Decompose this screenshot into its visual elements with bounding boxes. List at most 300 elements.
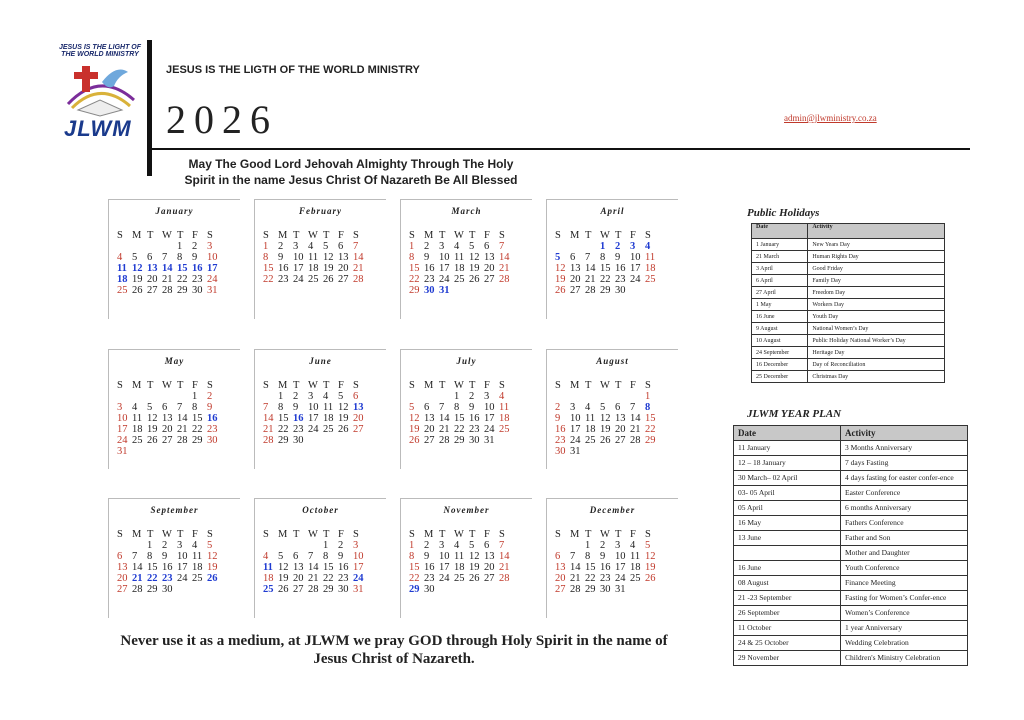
empty-cell [117, 540, 132, 551]
day-header: W [600, 380, 610, 391]
day-cell: 18 [499, 413, 510, 424]
day-cell: 10 [293, 252, 304, 263]
day-cell: 6 [353, 391, 359, 402]
month-april [546, 199, 678, 319]
day-cell: 19 [278, 573, 289, 584]
day-cell: 17 [570, 424, 581, 435]
ph-row [752, 359, 945, 371]
day-header: T [469, 380, 476, 391]
ministry-name: JESUS IS THE LIGTH OF THE WORLD MINISTRY [166, 64, 420, 76]
day-cell: 15 [454, 413, 465, 424]
month-grid [555, 529, 678, 595]
day-cell: 9 [424, 551, 430, 562]
day-header: T [585, 529, 592, 540]
day-header: T [177, 380, 184, 391]
day-cell: 18 [454, 263, 465, 274]
day-cell: 1 [409, 241, 415, 252]
day-cell: 23 [424, 274, 435, 285]
day-cell: 17 [207, 263, 218, 274]
day-header: S [409, 380, 415, 391]
day-cell: 23 [555, 435, 566, 446]
day-cell: 26 [469, 274, 480, 285]
day-cell: 24 [308, 424, 319, 435]
day-cell: 6 [484, 540, 490, 551]
day-cell: 1 [409, 540, 415, 551]
day-cell: 19 [409, 424, 420, 435]
day-cell: 10 [570, 413, 581, 424]
day-cell: 30 [207, 435, 218, 446]
day-header: S [117, 529, 123, 540]
day-cell: 29 [177, 285, 188, 296]
day-cell: 9 [424, 252, 430, 263]
empty-cell [117, 391, 132, 402]
day-header: S [499, 230, 505, 241]
day-cell: 12 [132, 263, 143, 274]
ph-row [752, 311, 945, 323]
empty-cell [263, 540, 278, 551]
day-cell: 16 [600, 562, 611, 573]
day-cell: 10 [615, 551, 626, 562]
day-cell: 21 [499, 263, 510, 274]
day-cell: 24 [353, 573, 364, 584]
yp-header-activity: Activity [841, 426, 968, 441]
day-cell: 28 [308, 584, 319, 595]
day-header: W [162, 529, 172, 540]
yp-date-cell: 16 June [734, 561, 841, 576]
day-cell: 13 [570, 263, 581, 274]
day-cell: 29 [409, 285, 420, 296]
ph-row [752, 239, 945, 251]
yp-date-cell: 24 & 25 October [734, 636, 841, 651]
day-cell: 5 [207, 540, 213, 551]
day-header: M [570, 529, 580, 540]
day-cell: 18 [630, 562, 641, 573]
day-header: T [439, 380, 446, 391]
ph-activity-cell: New Years Day [808, 239, 945, 251]
month-grid [555, 380, 678, 457]
blessing-text [166, 156, 536, 188]
day-cell: 26 [469, 573, 480, 584]
month-name: January [155, 206, 194, 216]
day-cell: 5 [469, 241, 475, 252]
yp-activity-cell: Fathers Conference [841, 516, 968, 531]
day-cell: 8 [278, 402, 284, 413]
day-cell: 20 [615, 424, 626, 435]
yp-activity-cell: Children's Ministry Celebration [841, 651, 968, 666]
day-cell: 26 [338, 424, 349, 435]
yp-date-cell: 21 -23 September [734, 591, 841, 606]
day-header: S [645, 380, 651, 391]
day-cell: 14 [353, 252, 364, 263]
day-cell: 26 [409, 435, 420, 446]
day-cell: 21 [570, 573, 581, 584]
day-cell: 14 [162, 263, 173, 274]
yp-activity-cell: Wedding Celebration [841, 636, 968, 651]
day-header: M [278, 380, 288, 391]
day-cell: 1 [323, 540, 329, 551]
day-cell: 5 [409, 402, 415, 413]
empty-cell [162, 391, 177, 402]
day-cell: 4 [585, 402, 591, 413]
day-cell: 19 [555, 274, 566, 285]
day-cell: 27 [424, 435, 435, 446]
day-cell: 30 [600, 584, 611, 595]
day-cell: 19 [323, 263, 334, 274]
day-cell: 16 [469, 413, 480, 424]
day-header: S [499, 380, 505, 391]
day-cell: 23 [162, 573, 173, 584]
day-cell: 1 [278, 391, 284, 402]
day-header: T [323, 529, 330, 540]
day-cell: 2 [555, 402, 561, 413]
day-cell: 4 [454, 241, 460, 252]
day-cell: 22 [409, 573, 420, 584]
day-cell: 4 [263, 551, 269, 562]
day-cell: 24 [207, 274, 218, 285]
day-cell: 14 [499, 252, 510, 263]
day-cell: 11 [630, 551, 641, 562]
day-header: T [147, 230, 154, 241]
day-cell: 19 [132, 274, 143, 285]
day-cell: 15 [409, 263, 420, 274]
day-cell: 5 [600, 402, 606, 413]
day-cell: 19 [645, 562, 656, 573]
day-header: S [499, 529, 505, 540]
day-cell: 5 [645, 540, 651, 551]
day-cell: 3 [353, 540, 359, 551]
day-cell: 28 [630, 435, 641, 446]
day-cell: 30 [555, 446, 566, 457]
month-january [108, 199, 240, 319]
day-cell: 20 [353, 413, 364, 424]
day-cell: 23 [424, 573, 435, 584]
day-cell: 11 [117, 263, 127, 274]
day-cell: 13 [117, 562, 128, 573]
day-cell: 6 [293, 551, 299, 562]
day-cell: 21 [132, 573, 143, 584]
day-cell: 6 [424, 402, 430, 413]
ph-row [752, 263, 945, 275]
empty-cell [117, 241, 132, 252]
day-cell: 12 [323, 252, 334, 263]
month-name: February [298, 206, 342, 216]
day-header: T [585, 230, 592, 241]
yp-activity-cell: 6 months Anniversary [841, 501, 968, 516]
day-cell: 25 [117, 285, 128, 296]
day-cell: 14 [585, 263, 596, 274]
yp-row [734, 576, 968, 591]
day-header: T [177, 529, 184, 540]
day-cell: 25 [323, 424, 334, 435]
day-cell: 19 [469, 263, 480, 274]
day-cell: 29 [147, 584, 158, 595]
day-header: T [293, 380, 300, 391]
day-cell: 13 [615, 413, 626, 424]
day-cell: 20 [293, 573, 304, 584]
day-cell: 30 [424, 285, 435, 296]
day-cell: 30 [338, 584, 349, 595]
day-cell: 23 [192, 274, 203, 285]
day-cell: 20 [424, 424, 435, 435]
yp-activity-cell: Mother and Daughter [841, 546, 968, 561]
empty-cell [132, 391, 147, 402]
empty-cell [555, 540, 570, 551]
day-cell: 2 [207, 391, 213, 402]
day-header: M [424, 230, 434, 241]
yp-header-date: Date [734, 426, 841, 441]
yp-row [734, 546, 968, 561]
day-header: S [263, 230, 269, 241]
month-grid [117, 230, 240, 296]
empty-cell [147, 241, 162, 252]
empty-cell [570, 241, 585, 252]
day-header: S [353, 380, 359, 391]
day-cell: 6 [162, 402, 168, 413]
month-november [400, 498, 532, 618]
day-header: M [278, 230, 288, 241]
day-header: F [192, 230, 198, 241]
yp-activity-cell: 1 year Anniversary [841, 621, 968, 636]
ph-row [752, 335, 945, 347]
day-cell: 7 [162, 252, 168, 263]
day-cell: 29 [585, 584, 596, 595]
day-cell: 7 [132, 551, 138, 562]
day-cell: 30 [293, 435, 304, 446]
day-cell: 26 [132, 285, 143, 296]
day-cell: 21 [263, 424, 274, 435]
month-name: October [302, 505, 339, 515]
yp-activity-cell: 3 Months Anniversary [841, 441, 968, 456]
day-cell: 2 [469, 391, 475, 402]
header-vertical-rule [147, 40, 152, 176]
day-cell: 8 [409, 551, 415, 562]
day-header: S [555, 380, 561, 391]
month-name: April [600, 206, 625, 216]
day-cell: 29 [645, 435, 656, 446]
day-cell: 19 [207, 562, 218, 573]
day-cell: 18 [263, 573, 274, 584]
day-cell: 26 [207, 573, 218, 584]
day-cell: 2 [192, 241, 198, 252]
day-cell: 16 [207, 413, 218, 424]
day-header: M [132, 529, 142, 540]
day-cell: 4 [499, 391, 505, 402]
day-header: W [308, 380, 318, 391]
day-cell: 1 [645, 391, 651, 402]
day-cell: 5 [132, 252, 138, 263]
day-cell: 3 [117, 402, 123, 413]
yp-row [734, 516, 968, 531]
day-cell: 4 [454, 540, 460, 551]
day-cell: 15 [600, 263, 611, 274]
day-cell: 27 [338, 274, 349, 285]
yp-activity-cell: Women’s Conference [841, 606, 968, 621]
day-cell: 18 [454, 562, 465, 573]
empty-cell [570, 391, 585, 402]
yp-row [734, 441, 968, 456]
month-may [108, 349, 240, 469]
day-header: T [439, 230, 446, 241]
yp-date-cell: 12 – 18 January [734, 456, 841, 471]
month-name: May [164, 356, 185, 366]
day-cell: 8 [585, 551, 591, 562]
day-header: W [162, 230, 172, 241]
year-plan-title: JLWM YEAR PLAN [747, 408, 842, 420]
day-cell: 21 [162, 274, 173, 285]
day-cell: 3 [308, 391, 314, 402]
day-cell: 16 [278, 263, 289, 274]
yp-date-cell: 08 August [734, 576, 841, 591]
day-cell: 15 [645, 413, 656, 424]
ph-activity-cell: Human Rights Day [808, 251, 945, 263]
day-cell: 11 [192, 551, 203, 562]
day-cell: 16 [424, 263, 435, 274]
day-cell: 28 [177, 435, 188, 446]
ph-date-cell: 3 April [752, 263, 808, 275]
day-cell: 8 [323, 551, 329, 562]
day-cell: 7 [263, 402, 269, 413]
day-cell: 27 [570, 285, 581, 296]
day-cell: 4 [117, 252, 123, 263]
day-cell: 23 [278, 274, 289, 285]
day-header: T [293, 230, 300, 241]
day-header: T [323, 380, 330, 391]
day-cell: 28 [439, 435, 450, 446]
empty-cell [278, 540, 293, 551]
day-cell: 18 [192, 562, 203, 573]
empty-cell [570, 540, 585, 551]
day-cell: 7 [570, 551, 576, 562]
empty-cell [585, 241, 600, 252]
ph-date-cell: 6 April [752, 275, 808, 287]
day-cell: 13 [353, 402, 364, 413]
day-cell: 17 [439, 562, 450, 573]
day-cell: 15 [409, 562, 420, 573]
email-link[interactable]: admin@jlwministry.co.za [784, 113, 877, 123]
day-cell: 18 [323, 413, 334, 424]
ph-row [752, 323, 945, 335]
day-cell: 8 [600, 252, 606, 263]
day-cell: 2 [338, 540, 344, 551]
day-cell: 16 [555, 424, 566, 435]
day-cell: 15 [177, 263, 188, 274]
day-cell: 12 [409, 413, 420, 424]
empty-cell [600, 391, 615, 402]
day-cell: 8 [147, 551, 153, 562]
day-cell: 11 [645, 252, 656, 263]
day-cell: 11 [499, 402, 510, 413]
day-cell: 6 [615, 402, 621, 413]
day-header: F [338, 230, 344, 241]
day-cell: 20 [147, 274, 158, 285]
day-cell: 24 [177, 573, 188, 584]
day-cell: 25 [630, 573, 641, 584]
day-header: T [615, 230, 622, 241]
yp-row [734, 621, 968, 636]
day-cell: 2 [600, 540, 606, 551]
day-cell: 29 [600, 285, 611, 296]
month-grid [555, 230, 678, 296]
day-cell: 21 [630, 424, 641, 435]
day-cell: 27 [162, 435, 173, 446]
day-header: M [570, 230, 580, 241]
day-cell: 13 [424, 413, 435, 424]
day-cell: 27 [117, 584, 128, 595]
day-cell: 4 [192, 540, 198, 551]
ph-row [752, 347, 945, 359]
day-cell: 5 [147, 402, 153, 413]
month-march [400, 199, 532, 319]
day-cell: 6 [570, 252, 576, 263]
day-cell: 1 [147, 540, 153, 551]
day-header: W [454, 380, 464, 391]
day-cell: 30 [615, 285, 626, 296]
day-cell: 25 [263, 584, 274, 595]
day-cell: 3 [439, 241, 445, 252]
day-cell: 21 [499, 562, 510, 573]
day-header: F [192, 380, 198, 391]
yp-activity-cell: Father and Son [841, 531, 968, 546]
ph-header-activity: Activity [808, 224, 945, 239]
day-cell: 22 [409, 274, 420, 285]
day-cell: 12 [469, 551, 480, 562]
day-header: S [555, 230, 561, 241]
ph-date-cell: 16 June [752, 311, 808, 323]
day-cell: 6 [484, 241, 490, 252]
day-cell: 10 [177, 551, 188, 562]
day-cell: 26 [645, 573, 656, 584]
day-cell: 28 [263, 435, 274, 446]
day-header: S [409, 529, 415, 540]
day-header: T [615, 529, 622, 540]
day-cell: 11 [454, 252, 465, 263]
empty-cell [308, 540, 323, 551]
day-cell: 14 [308, 562, 319, 573]
day-cell: 20 [484, 562, 495, 573]
yp-activity-cell: 7 days Fasting [841, 456, 968, 471]
yp-row [734, 561, 968, 576]
day-cell: 17 [353, 562, 364, 573]
day-cell: 24 [615, 573, 626, 584]
day-cell: 17 [615, 562, 626, 573]
yp-row [734, 636, 968, 651]
yp-activity-cell: Finance Meeting [841, 576, 968, 591]
day-cell: 10 [117, 413, 128, 424]
yp-activity-cell: Youth Conference [841, 561, 968, 576]
month-grid [263, 380, 386, 446]
day-cell: 14 [570, 562, 581, 573]
ph-date-cell: 21 March [752, 251, 808, 263]
month-grid [409, 380, 532, 446]
empty-cell [424, 391, 439, 402]
day-cell: 13 [338, 252, 349, 263]
month-name: July [456, 356, 477, 366]
day-header: S [263, 529, 269, 540]
yp-date-cell: 16 May [734, 516, 841, 531]
day-cell: 24 [570, 435, 581, 446]
day-cell: 25 [454, 573, 465, 584]
day-cell: 17 [439, 263, 450, 274]
day-cell: 11 [585, 413, 596, 424]
day-cell: 22 [177, 274, 188, 285]
day-cell: 31 [570, 446, 581, 457]
day-cell: 17 [484, 413, 495, 424]
day-cell: 31 [439, 285, 450, 296]
day-header: S [353, 529, 359, 540]
day-cell: 27 [555, 584, 566, 595]
day-cell: 7 [585, 252, 591, 263]
day-cell: 31 [117, 446, 128, 457]
